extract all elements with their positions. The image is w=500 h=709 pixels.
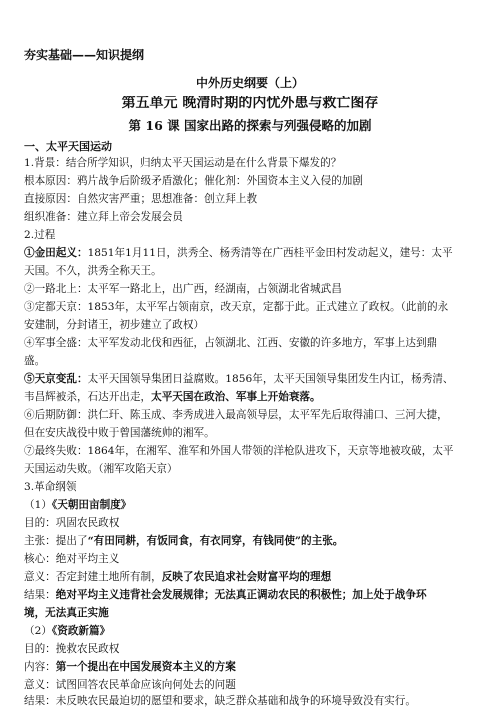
program-1-purpose: 目的：巩固农民政权	[24, 517, 120, 529]
program-1-result: 结果：绝对平均主义违背社会发展规律；无法真正调动农民的积极性；加上处于战争环	[24, 589, 427, 601]
process-item-5: ⑤天京变乱：太平天国领导集团日益腐败。1856年，太平天国领导集团发生内讧，杨秀清、	[24, 373, 454, 385]
program-2-significance: 意义：试图回答农民革命应该向何处去的问题	[24, 679, 236, 691]
process-item-3-cont: 安建制，分封诸王，初步建立了政权）	[24, 319, 205, 331]
process-title: 2.过程	[24, 229, 56, 241]
program-1-core: 核心：绝对平均主义	[24, 553, 120, 565]
program-1-result-cont: 境，无法真正实施	[24, 607, 109, 619]
process-item-6-cont: 但在安庆战役中败于曾国藩统帅的湘军。	[24, 427, 215, 439]
root-cause: 根本原因：鸦片战争后阶级矛盾激化；催化剂：外国资本主义入侵的加剧	[24, 175, 363, 187]
outline-title: 中外历史纲要（上）	[195, 76, 304, 90]
process-item-1: ①金田起义：1851年1月11日，洪秀全、杨秀清等在广西桂平金田村发动起义，建号：太平	[24, 247, 453, 259]
program-2-purpose: 目的：挽救农民政权	[24, 643, 120, 655]
program-2-result: 结果：未反映农民最迫切的愿望和要求，缺乏群众基础和战争的环境导致没有实行。	[24, 695, 416, 707]
program-2-content: 内容：第一个提出在中国发展资本主义的方案	[24, 661, 236, 673]
process-item-7: ⑦最终失败：1864年，在湘军、淮军和外国人带领的洋枪队进攻下，天京等地被攻破，太平	[24, 445, 454, 457]
direct-cause: 直接原因：自然灾害严重；思想准备：创立拜上教	[24, 193, 258, 205]
background-question: 1.背景：结合所学知识，归纳太平天国运动是在什么背景下爆发的？	[24, 157, 342, 169]
program-1-heading: （1）《天朝田亩制度》	[24, 499, 132, 511]
process-item-4: ④军事全盛：太平军发动北伐和西征，占领湖北、江西、安徽的许多地方，军事上达到鼎	[24, 337, 438, 349]
lesson-title: 第 16 课 国家出路的探索与列强侵略的加剧	[128, 118, 372, 133]
process-item-3: ③定都天京：1853年，太平军占领南京，改天京，定都于此。正式建立了政权。（此前的永	[24, 301, 449, 313]
program-1-claim: 主张：提出了“有田同耕，有饭同食，有衣同穿，有钱同使”的主张。	[24, 535, 344, 547]
program-1-significance: 意义：否定封建土地所有制，反映了农民追求社会财富平均的理想	[24, 571, 332, 583]
org-prep: 组织准备：建立拜上帝会发展会员	[24, 211, 183, 223]
process-item-2: ②一路北上：太平军一路北上，出广西，经湖南，占领湖北省城武昌	[24, 283, 342, 295]
process-item-1-cont: 天国。不久，洪秀全称天王。	[24, 265, 162, 277]
process-item-7-cont: 天国运动失败。（湘军攻陷天京）	[24, 463, 178, 475]
process-item-6: ⑥后期防御：洪仁玕、陈玉成、李秀成进入最高领导层，太平军先后取得浦口、三河大捷，	[24, 409, 448, 421]
section-title: 一、太平天国运动	[24, 140, 112, 153]
process-item-5-cont: 韦昌辉被杀，石达开出走，太平天国在政治、军事上开始衰落。	[24, 391, 321, 403]
program-2-heading: （2）《资政新篇》	[24, 625, 111, 637]
header-title: 夯实基础——知识提纲	[24, 48, 145, 62]
program-title: 3.革命纲领	[24, 481, 77, 493]
process-item-4-cont: 盛。	[24, 355, 46, 367]
unit-title: 第五单元 晚清时期的内忧外患与救亡图存	[121, 96, 379, 111]
